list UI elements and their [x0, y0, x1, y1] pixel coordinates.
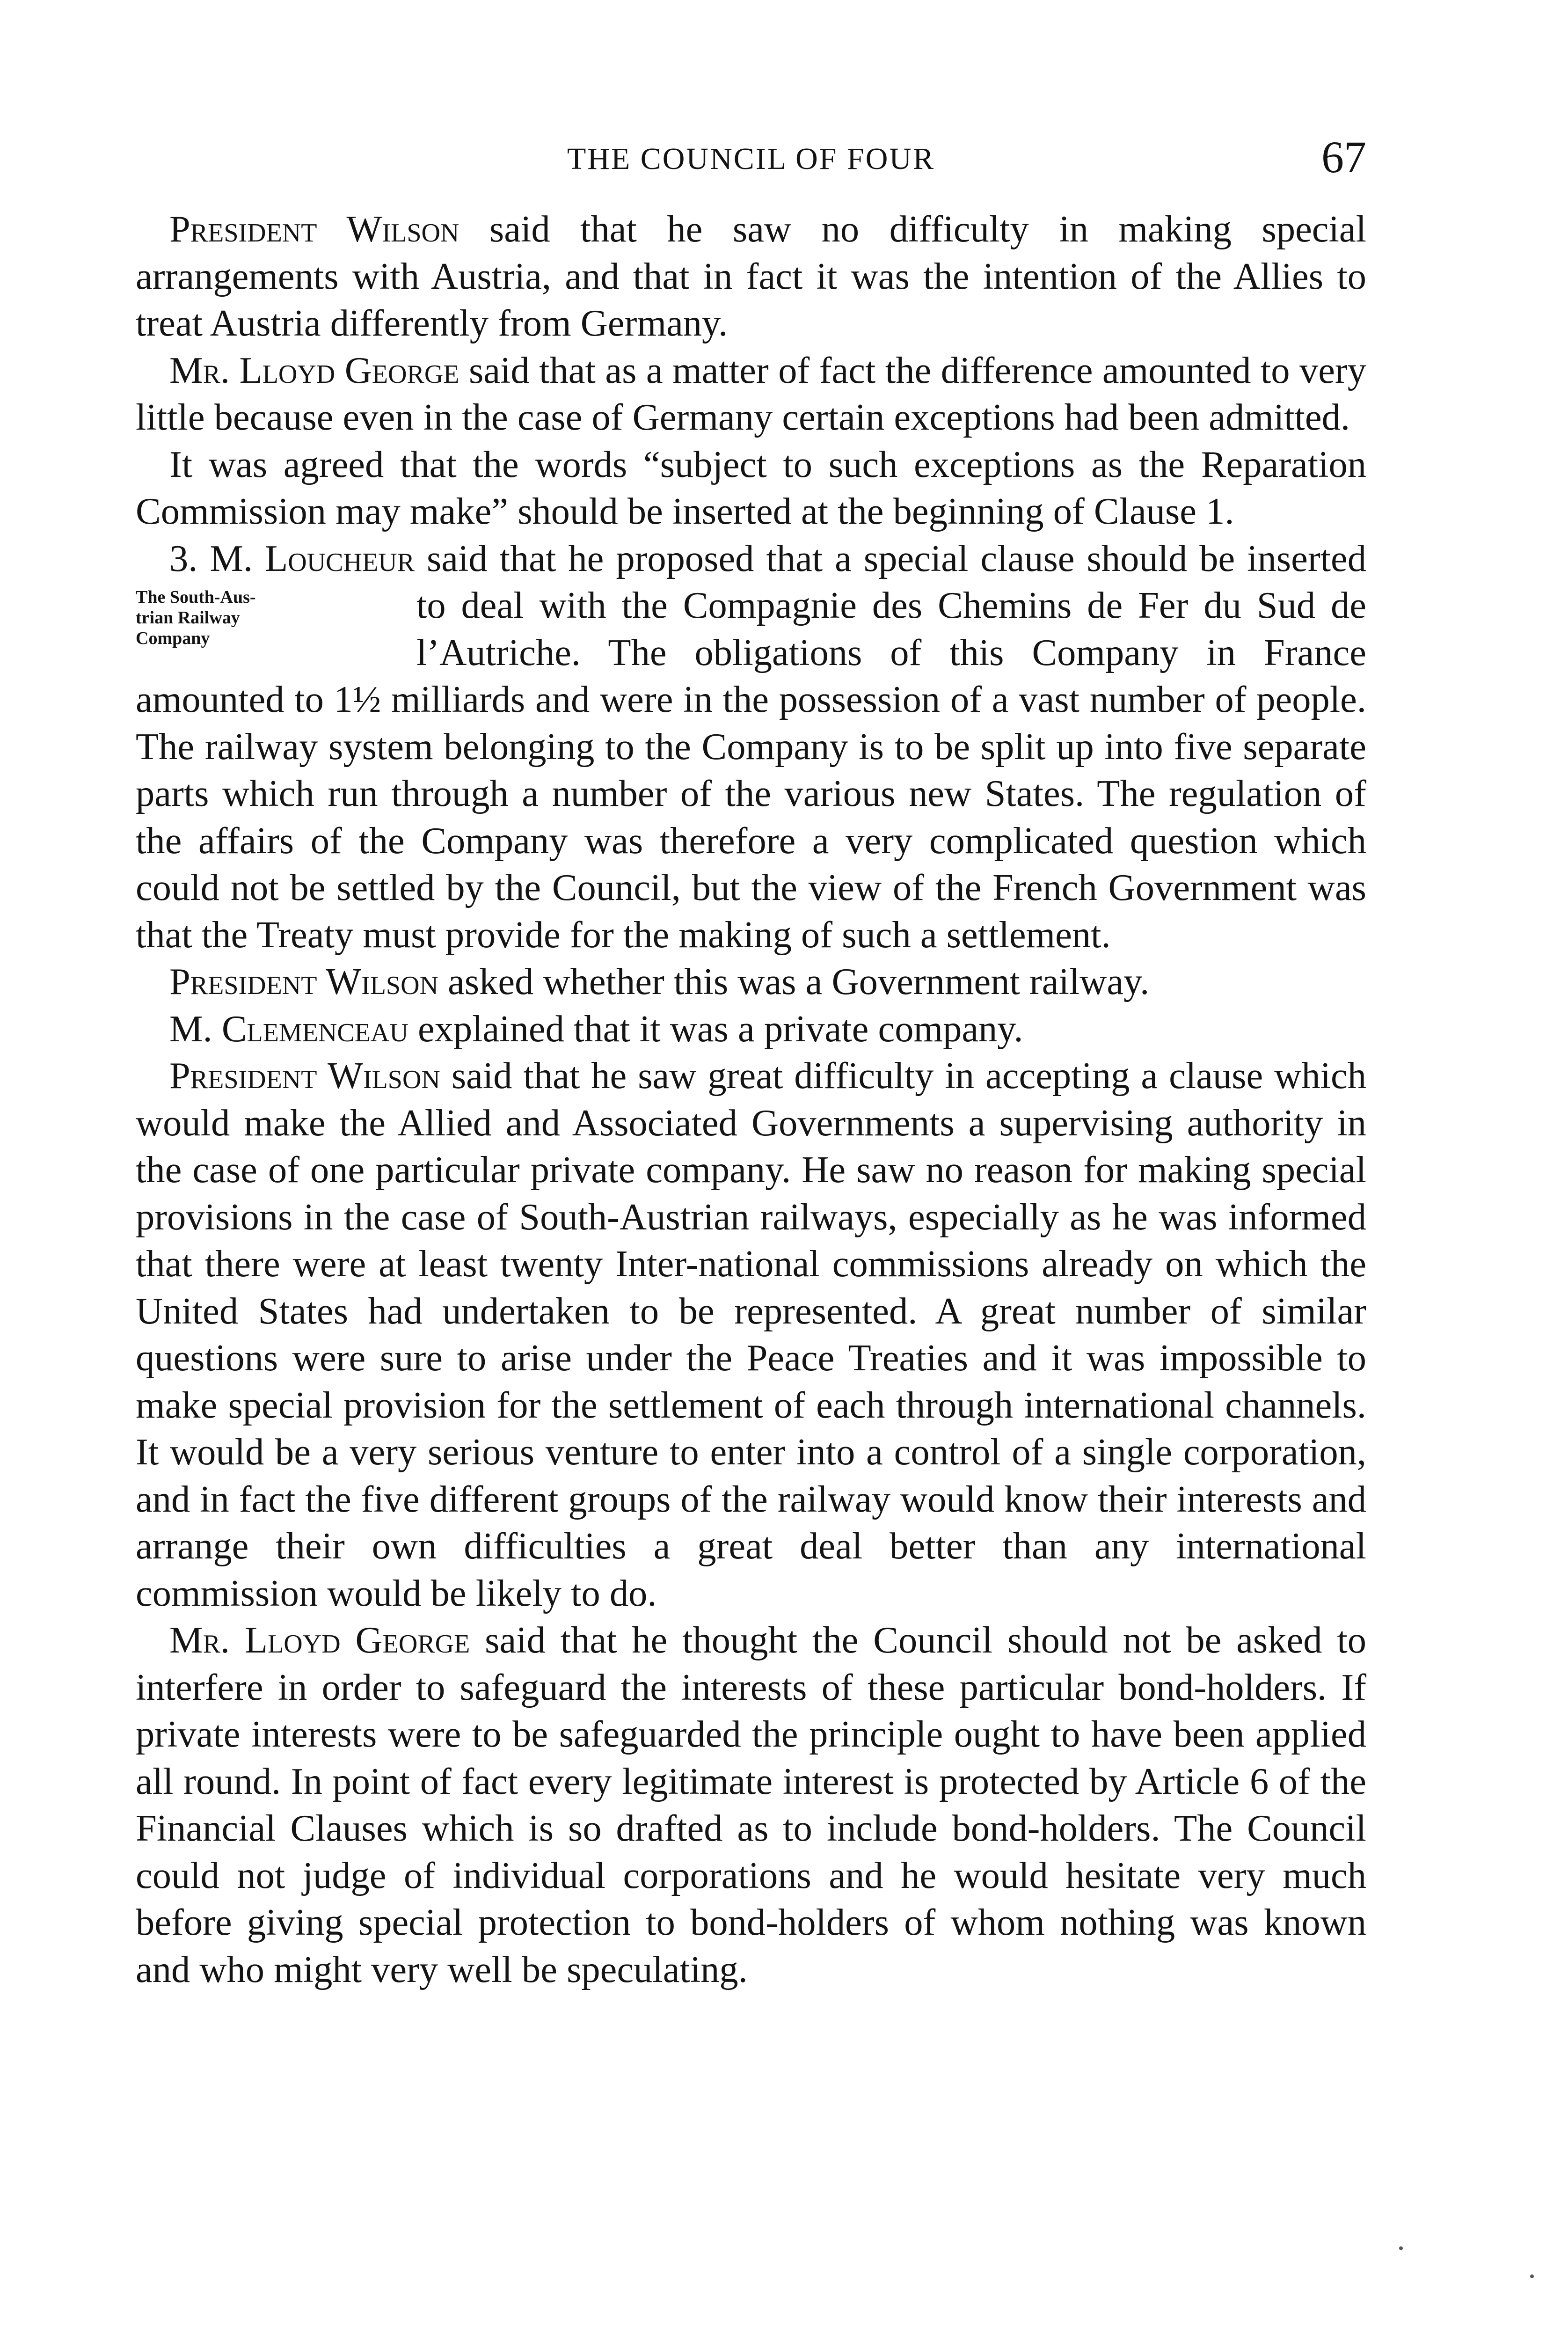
speaker-name: President Wilson — [169, 961, 438, 1002]
scan-speck — [1399, 2246, 1403, 2250]
margin-note-line: trian Railway — [136, 608, 240, 628]
paragraph-text: asked whether this was a Government railway. — [438, 961, 1150, 1002]
body-text — [136, 206, 1366, 1993]
running-head — [136, 131, 1366, 187]
paragraph-8 — [136, 1617, 1366, 1993]
paragraph-text: It was agreed that the words “subject to such exceptions as the Reparation Commission may make” should be inserted at the beginning of Clause 1. — [136, 443, 1366, 532]
speaker-name: Mr. Lloyd George — [169, 349, 459, 391]
margin-note-line: Company — [136, 629, 210, 648]
paragraph-2 — [136, 347, 1366, 441]
paragraph-text: said that he thought the Council should not be asked to interfere in order to safeguard the interests of these particular bond-holders. If private interests were to be safeguarded the principle ought to have been applied all round. In point of fact every legitimate interest is protected by Article 6 of the Financial Clauses which is so drafted as to include bond-holders. The Council could not judge of individual corporations and he would hesitate very much before giving special protection to bond-holders of whom nothing was known and who might very well be speculating. — [136, 1619, 1366, 1990]
speaker-name: President Wilson — [169, 1055, 440, 1097]
item-number: 3. — [169, 537, 210, 579]
speaker-name: M. Clemenceau — [169, 1008, 408, 1050]
paragraph-3 — [136, 441, 1366, 535]
paragraph-text: explained that it was a private company. — [408, 1008, 1023, 1050]
paragraph-1 — [136, 206, 1366, 347]
paragraph-text: de l’Autriche. The obligations of this Company in France amounted to 1½ milliards and were in the possession of a vast number of people. The railway system belonging to the Company is to be split up into five separate parts which run through a number of the various new States. The regulation of the affairs of the Company was therefore a very complicated question which could not be settled by the Council, but the view of the French Government was that the Treaty must provide for the making of such a settlement. — [136, 585, 1366, 956]
paragraph-text: said that he saw no difficulty in making special arrangements with Austria, and that in fact it was the intention of the Allies to treat Austria differently from Germany. — [136, 208, 1366, 344]
page-number: 67 — [1321, 132, 1366, 182]
paragraph-text: said that as a matter of fact the difference amounted to very little because even in the case of Germany certain exceptions had been admitted. — [136, 349, 1366, 438]
running-title: THE COUNCIL OF FOUR — [567, 142, 935, 176]
scan-speck — [1530, 2274, 1534, 2278]
margin-note — [136, 582, 398, 649]
paragraph-text: said that he saw great difficulty in accepting a clause which would make the Allied and Associated Governments a supervising authority in the case of one particular private company. He saw no reason for making special provisions in the case of South-Austrian railways, especially as he was informed that there were at least twenty Inter-national commissions already on which the United States had undertaken to be represented. A great number of similar questions were sure to arise under the Peace Treaties and it was impossible to make special provision for the settlement of each through international channels. It would be a very serious venture to enter into a control of a single corporation, and in fact the five different groups of the railway would know their interests and arrange their own difficulties a great deal better than any international commission would be likely to do. — [136, 1055, 1367, 1614]
paragraph-5 — [136, 958, 1366, 1006]
paragraph-text: said that he proposed that a special clause should be inserted to deal with the Compagnie des Chemins de Fer du Sud — [414, 537, 1367, 626]
speaker-name: President Wilson — [169, 208, 459, 250]
speaker-name: Mr. Lloyd George — [169, 1619, 470, 1661]
paragraph-7 — [136, 1053, 1366, 1617]
paragraph-4 — [136, 535, 1366, 959]
margin-note-line: The South-Aus- — [136, 587, 256, 607]
paragraph-6 — [136, 1006, 1366, 1053]
speaker-name: M. Loucheur — [210, 537, 415, 579]
